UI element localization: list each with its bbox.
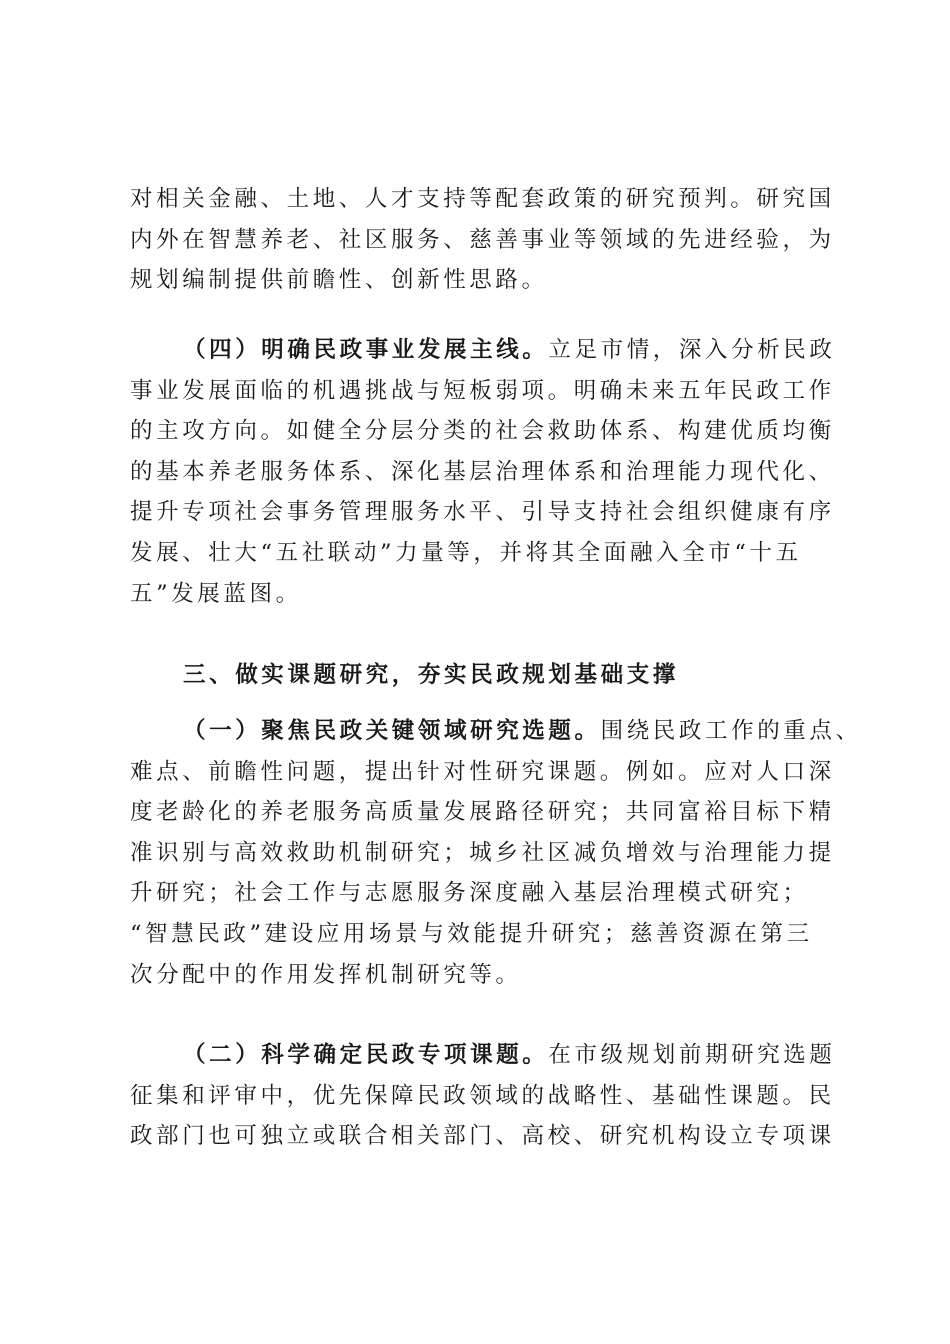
text-line: 难点、前瞻性问题，提出针对性研究课题。例如。应对人口深 (130, 758, 835, 785)
section-lead: （一）聚焦民政关键领域研究选题。 (183, 718, 601, 744)
text-line: 征集和评审中，优先保障民政领域的战略性、基础性课题。民 (130, 1082, 835, 1109)
paragraph-section-3-2 (130, 1035, 836, 1157)
text-line: 内外在智慧养老、社区服务、慈善事业等领域的先进经验，为 (130, 226, 835, 253)
text-span: 立足市情，深入分析民政 (548, 337, 836, 363)
text-line: 发展、壮大“五社联动”力量等，并将其全面融入全市“十五 (130, 539, 802, 566)
section-lead: （二）科学确定民政专项课题。 (183, 1042, 549, 1068)
section-lead: （四）明确民政事业发展主线。 (183, 337, 549, 363)
section-heading (130, 655, 830, 696)
text-line: 次分配中的作用发挥机制研究等。 (130, 961, 522, 988)
text-line: “智慧民政”建设应用场景与效能提升研究；慈善资源在第三 (130, 920, 813, 947)
text-line: 的主攻方向。如健全分层分类的社会救助体系、构建优质均衡 (130, 418, 835, 445)
text-line: 升研究；社会工作与志愿服务深度融入基层治理模式研究； (130, 880, 809, 907)
heading-text: 三、做实课题研究，夯实民政规划基础支撑 (183, 662, 679, 688)
text-line: 的基本养老服务体系、深化基层治理体系和治理能力现代化、 (130, 458, 835, 485)
text-line: 度老龄化的养老服务高质量发展路径研究；共同富裕目标下精 (130, 799, 835, 826)
text-line: 提升专项社会事务管理服务水平、引导支持社会组织健康有序 (130, 499, 835, 526)
paragraph-section-3-1 (130, 711, 862, 995)
paragraph-first-line (130, 1035, 836, 1076)
paragraph-continuation (130, 179, 835, 301)
text-line: 准识别与高效救助机制研究；城乡社区减负增效与治理能力提 (130, 839, 835, 866)
text-span: 在市级规划前期研究选题 (548, 1042, 836, 1068)
paragraph-first-line (130, 330, 836, 371)
text-line: 规划编制提供前瞻性、创新性思路。 (130, 267, 548, 294)
text-line: 政部门也可独立或联合相关部门、高校、研究机构设立专项课 (130, 1123, 835, 1150)
text-line: 对相关金融、土地、人才支持等配套政策的研究预判。研究国 (130, 186, 835, 212)
paragraph-first-line (130, 711, 862, 752)
text-span: 围绕民政工作的重点、 (600, 718, 862, 744)
paragraph-section-4 (130, 330, 836, 614)
text-line: 五”发展蓝图。 (130, 580, 302, 607)
text-line: 事业发展面临的机遇挑战与短板弱项。明确未来五年民政工作 (130, 377, 835, 404)
